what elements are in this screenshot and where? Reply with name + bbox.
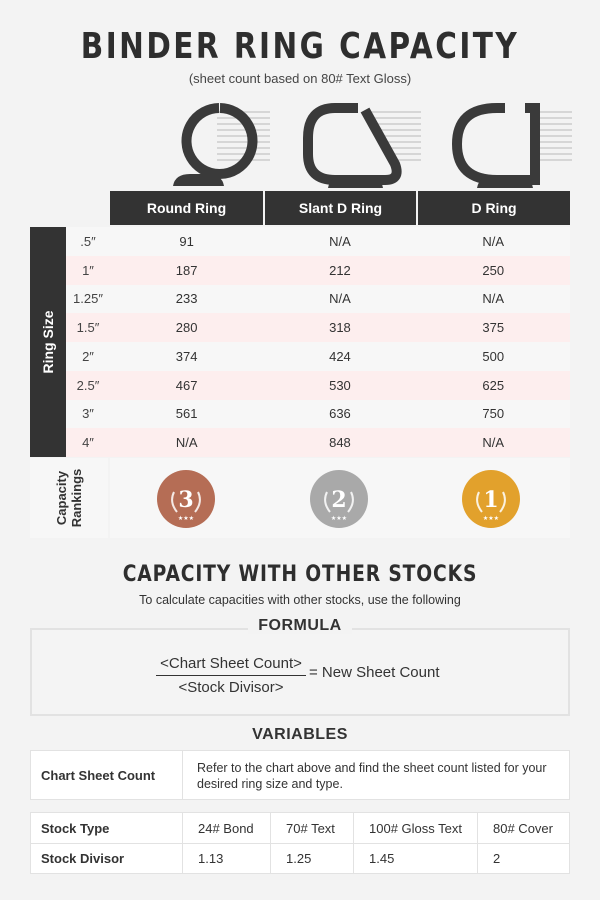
column-header-slant-d-ring: Slant D Ring — [265, 191, 416, 225]
other-stocks-subtitle: To calculate capacities with other stocks, use the following — [139, 593, 461, 607]
table-cell: 280 — [175, 320, 198, 336]
svg-text:★★★: ★★★ — [177, 516, 195, 522]
table-cell: N/A — [482, 233, 505, 249]
stock-divisor-cell: 1.45 — [354, 844, 478, 873]
stock-type-cell: 70# Text — [271, 813, 354, 843]
capacity-rankings-label: Capacity Rankings — [54, 468, 84, 528]
table-cell: 530 — [329, 377, 351, 393]
table-row — [66, 256, 570, 285]
svg-text:★★★: ★★★ — [482, 516, 500, 522]
table-row — [66, 400, 570, 429]
ring-size-cell: 2.5″ — [76, 377, 100, 393]
table-cell: 561 — [175, 406, 198, 422]
stock-divisor-cell: 1.25 — [271, 844, 354, 873]
ring-size-cell: 1.5″ — [76, 320, 100, 336]
formula-title-wrap — [0, 617, 600, 635]
rank-number: 1 — [483, 487, 499, 513]
stock-divisor-row — [31, 843, 569, 873]
table-cell: 848 — [329, 435, 351, 451]
ring-size-cell: 1.25″ — [73, 291, 103, 307]
chart-sheet-count-label: Chart Sheet Count — [31, 751, 183, 799]
formula-denominator: <Stock Divisor> — [178, 679, 284, 696]
ring-size-cell: 1″ — [82, 262, 94, 278]
capacity-table — [66, 227, 570, 457]
silver-medal-icon — [310, 470, 368, 528]
table-cell: 250 — [482, 262, 505, 278]
stock-divisor-cell: 2 — [493, 851, 501, 866]
table-cell: N/A — [482, 291, 505, 307]
ring-size-cell: 3″ — [82, 406, 94, 422]
stock-type-label: Stock Type — [31, 813, 183, 843]
table-cell: 212 — [329, 262, 351, 278]
chart-sheet-count-row — [30, 750, 570, 800]
table-cell: 467 — [175, 377, 198, 393]
capacity-rankings-row — [110, 458, 570, 538]
table-cell: 375 — [482, 320, 505, 336]
rank-number: 2 — [331, 487, 347, 513]
table-cell: 318 — [329, 320, 351, 336]
table-cell: 625 — [482, 377, 505, 393]
other-stocks-title: CAPACITY WITH OTHER STOCKS — [122, 562, 478, 587]
table-cell: 233 — [175, 291, 198, 307]
stock-divisor-cell: 1.13 — [183, 844, 271, 873]
stock-type-cell: 24# Bond — [183, 813, 271, 843]
table-cell: 187 — [175, 262, 198, 278]
column-header-d-ring: D Ring — [418, 191, 570, 225]
table-cell: 374 — [175, 348, 198, 364]
column-header-round-ring: Round Ring — [110, 191, 263, 225]
formula-title: FORMULA — [248, 617, 351, 634]
table-row — [66, 371, 570, 400]
page-subtitle: (sheet count based on 80# Text Gloss) — [188, 71, 412, 86]
stock-table — [30, 812, 570, 874]
ring-illustrations — [110, 96, 570, 192]
table-cell: N/A — [175, 435, 198, 451]
stock-type-cell: 80# Cover — [493, 820, 553, 836]
table-cell: 636 — [329, 406, 351, 422]
ring-size-cell: .5″ — [80, 233, 96, 249]
stock-divisor-label: Stock Divisor — [31, 844, 183, 873]
bronze-medal-icon — [157, 470, 215, 528]
ring-size-cell: 2″ — [82, 348, 94, 364]
table-cell: 750 — [482, 406, 505, 422]
d-ring-icon — [447, 96, 597, 192]
table-cell: 500 — [482, 348, 505, 364]
table-cell: N/A — [329, 233, 351, 249]
formula-result: = New Sheet Count — [309, 664, 440, 681]
table-row — [66, 285, 570, 314]
table-cell: N/A — [329, 291, 351, 307]
page-title: BINDER RING CAPACITY — [80, 26, 520, 67]
ring-size-cell: 4″ — [82, 435, 94, 451]
rank-number: 3 — [178, 487, 194, 513]
stock-type-row — [31, 813, 569, 843]
variables-title: VARIABLES — [252, 726, 348, 743]
table-row — [66, 313, 570, 342]
table-cell: N/A — [482, 435, 505, 451]
gold-medal-icon — [462, 470, 520, 528]
table-cell: 424 — [329, 348, 351, 364]
round-ring-icon — [145, 96, 295, 192]
table-row — [66, 428, 570, 457]
ring-size-label-bar — [30, 227, 66, 457]
chart-sheet-count-desc: Refer to the chart above and find the sheet count listed for your desired ring size and type. — [197, 761, 547, 791]
formula-numerator: <Chart Sheet Count> — [156, 655, 306, 676]
stock-type-cell: 100# Gloss Text — [354, 813, 478, 843]
slant-d-ring-icon — [293, 96, 443, 192]
svg-text:★★★: ★★★ — [330, 516, 348, 522]
table-row — [66, 227, 570, 256]
ring-size-label: Ring Size — [40, 310, 56, 374]
table-row — [66, 342, 570, 371]
capacity-rankings-label-box — [30, 458, 108, 538]
formula-fraction — [156, 655, 306, 696]
table-cell: 91 — [179, 233, 194, 249]
